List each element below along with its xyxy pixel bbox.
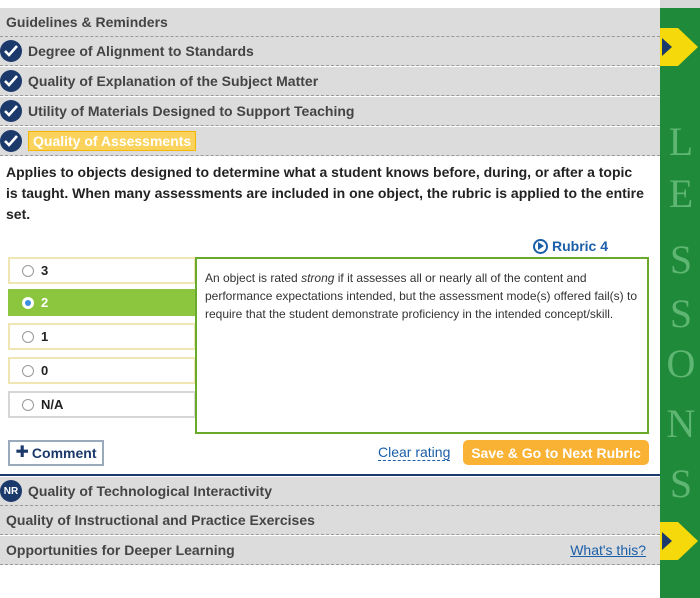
comment-label: Comment — [31, 445, 97, 461]
info-text-emphasis: strong — [301, 271, 335, 285]
info-text-after: if it assesses all or nearly all of the content and performance expectations intended, but the assessment mode(s) offered fail(s) to require that the student demonstrate proficiency in the intended concept/skill. — [205, 271, 638, 321]
side-letter: O — [666, 341, 696, 386]
side-letter: S — [669, 291, 693, 336]
section-assessments[interactable] — [0, 127, 660, 156]
whats-this-link[interactable]: What's this? — [570, 542, 646, 558]
section-instructional[interactable] — [0, 506, 660, 535]
section-label: Opportunities for Deeper Learning — [6, 542, 235, 558]
section-label: Guidelines & Reminders — [6, 14, 168, 30]
rating-explanation-box — [195, 257, 649, 434]
nr-badge-icon: NR — [0, 480, 22, 502]
rating-option-label: N/A — [41, 397, 64, 412]
info-text-before: An object is rated — [205, 271, 302, 285]
side-letter: S — [669, 461, 693, 506]
section-label-active: Quality of Assessments — [28, 131, 196, 151]
checkmark-icon — [0, 100, 22, 122]
rating-option-2[interactable] — [8, 289, 196, 316]
plus-icon: ✚ — [15, 444, 29, 461]
rating-option-3[interactable] — [8, 257, 196, 284]
side-letter: N — [666, 401, 696, 446]
radio-button[interactable] — [22, 265, 34, 277]
section-guidelines[interactable] — [0, 8, 660, 37]
rating-option-label: 1 — [41, 329, 49, 344]
rating-option-0[interactable] — [8, 357, 196, 384]
checkmark-icon — [0, 70, 22, 92]
section-deeper-learning[interactable] — [0, 536, 660, 565]
clear-rating-link[interactable]: Clear rating — [378, 444, 451, 460]
section-description: Applies to objects designed to determine what a student knows before, during, or after a topic is taught. When many assessments are included in one object, the rubric is applied to the entire set. — [6, 164, 644, 222]
play-icon — [533, 239, 548, 254]
checkmark-icon — [0, 40, 22, 62]
rubric-link[interactable] — [533, 238, 608, 254]
side-banner-top — [660, 0, 700, 8]
divider — [0, 474, 660, 476]
section-utility[interactable] — [0, 97, 660, 126]
yellow-arrow-icon — [660, 520, 700, 562]
rating-option-1[interactable] — [8, 323, 196, 350]
radio-button[interactable] — [22, 297, 34, 309]
rating-option-na[interactable] — [8, 391, 196, 418]
section-explanation[interactable] — [0, 67, 660, 96]
rating-option-label: 2 — [41, 295, 49, 310]
side-letter: E — [668, 171, 694, 216]
yellow-arrow-icon — [660, 26, 700, 68]
section-label: Quality of Instructional and Practice Exercises — [6, 512, 315, 528]
section-label: Quality of Explanation of the Subject Matter — [28, 73, 319, 89]
rubric-link-label: Rubric 4 — [551, 238, 608, 254]
comment-button[interactable] — [8, 440, 104, 466]
section-interactivity[interactable] — [0, 477, 660, 506]
section-label: Degree of Alignment to Standards — [28, 43, 254, 59]
save-next-button[interactable]: Save & Go to Next Rubric — [463, 440, 649, 465]
side-letter: L — [668, 119, 694, 164]
side-letter: S — [669, 237, 693, 282]
section-label: Quality of Technological Interactivity — [28, 483, 273, 499]
section-label: Utility of Materials Designed to Support Teaching — [28, 103, 355, 119]
radio-button[interactable] — [22, 331, 34, 343]
radio-button[interactable] — [22, 365, 34, 377]
section-alignment[interactable] — [0, 37, 660, 66]
rubric-panel — [0, 8, 660, 598]
rating-option-label: 0 — [41, 363, 49, 378]
rating-option-label: 3 — [41, 263, 49, 278]
radio-button[interactable] — [22, 399, 34, 411]
checkmark-icon — [0, 130, 22, 152]
